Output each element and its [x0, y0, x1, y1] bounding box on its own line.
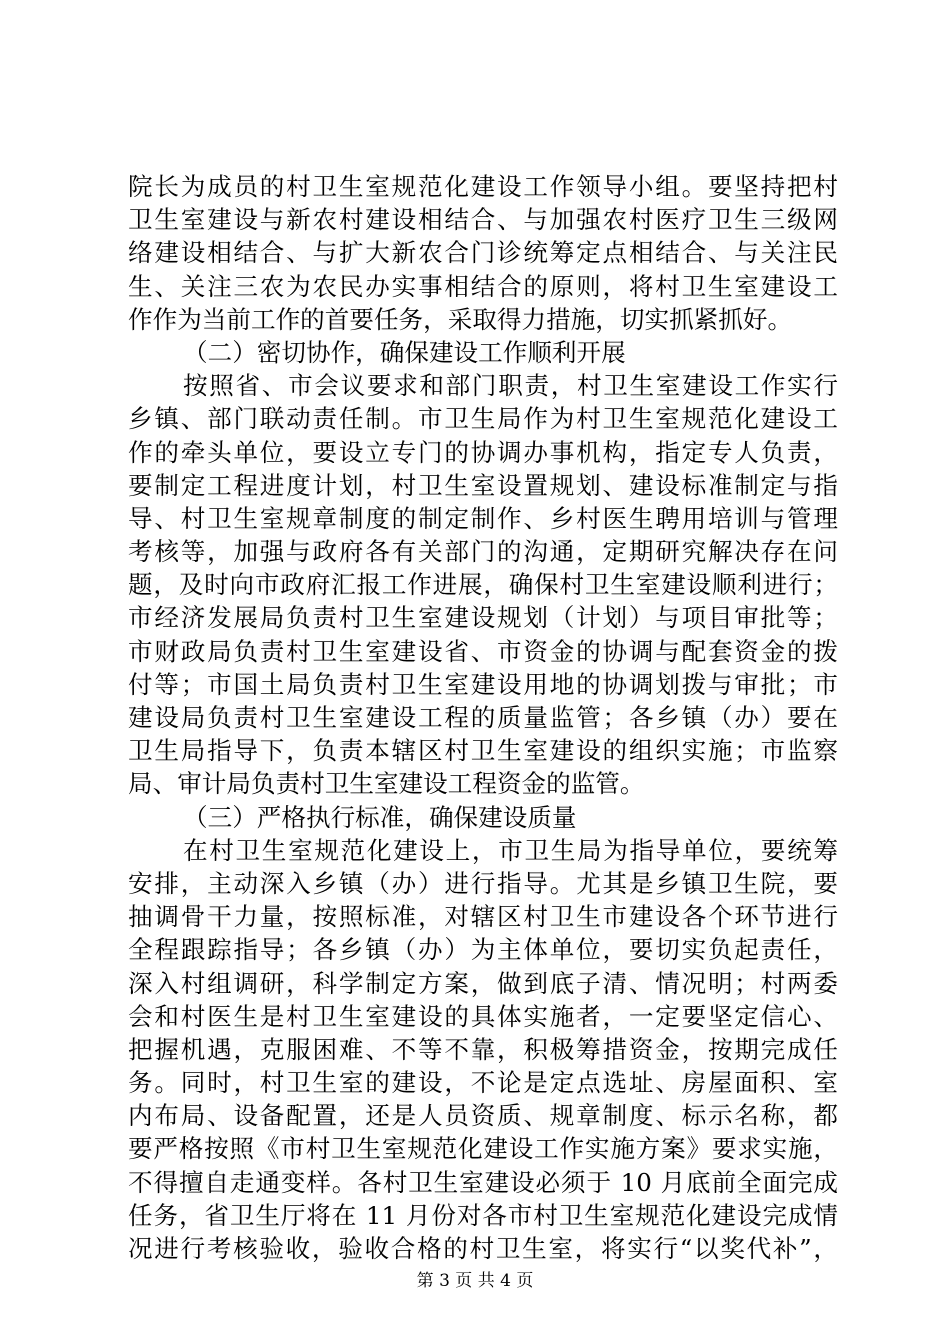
text-line: 导、村卫生室规章制度的制定制作、乡村医生聘用培训与管理 [128, 503, 838, 533]
text-line: 作的牵头单位，要设立专门的协调办事机构，指定专人负责， [128, 437, 838, 467]
text-line: 把握机遇，克服困难、不等不靠，积极筹措资金，按期完成任 [128, 1034, 838, 1064]
text-line: 卫生局指导下，负责本辖区村卫生室建设的组织实施；市监察 [128, 736, 838, 766]
text-line: 要严格按照《市村卫生室规范化建设工作实施方案》要求实施， [128, 1134, 838, 1164]
text-line: 题，及时向市政府汇报工作进展，确保村卫生室建设顺利进行； [128, 570, 838, 600]
text-line: 按照省、市会议要求和部门职责，村卫生室建设工作实行 [183, 371, 838, 401]
text-line: 考核等，加强与政府各有关部门的沟通，定期研究解决存在问 [128, 537, 838, 567]
text-line: 付等；市国土局负责村卫生室建设用地的协调划拨与审批；市 [128, 669, 838, 699]
body-text [128, 170, 838, 1265]
text-line: 在村卫生室规范化建设上，市卫生局为指导单位，要统筹 [183, 835, 838, 865]
text-line: 卫生室建设与新农村建设相结合、与加强农村医疗卫生三级网 [128, 205, 838, 235]
text-line: （三）严格执行标准，确保建设质量 [183, 802, 577, 832]
text-line: 市财政局负责村卫生室建设省、市资金的协调与配套资金的拨 [128, 636, 838, 666]
text-line: 生、关注三农为农民办实事相结合的原则，将村卫生室建设工 [128, 271, 838, 301]
text-line: 抽调骨干力量，按照标准，对辖区村卫生市建设各个环节进行 [128, 902, 838, 932]
text-line: 乡镇、部门联动责任制。市卫生局作为村卫生室规范化建设工 [128, 404, 838, 434]
text-line: 市经济发展局负责村卫生室建设规划（计划）与项目审批等； [128, 603, 838, 633]
text-line: 建设局负责村卫生室建设工程的质量监管；各乡镇（办）要在 [128, 703, 838, 732]
text-line: 不得擅自走通变样。各村卫生室建设必须于 10 月底前全面完成 [128, 1167, 838, 1197]
page-footer: 第 3 页 共 4 页 [416, 1271, 534, 1291]
text-line: 作作为当前工作的首要任务，采取得力措施，切实抓紧抓好。 [128, 304, 793, 334]
text-line: 要制定工程进度计划，村卫生室设置规划、建设标准制定与指 [128, 470, 838, 500]
text-line: 况进行考核验收，验收合格的村卫生室，将实行“以奖代补”， [128, 1234, 838, 1263]
text-line: 内布局、设备配置，还是人员资质、规章制度、标示名称，都 [128, 1101, 838, 1131]
text-line: 局、审计局负责村卫生室建设工程资金的监管。 [128, 769, 645, 799]
text-line: 络建设相结合、与扩大新农合门诊统筹定点相结合、与关注民 [128, 238, 838, 268]
text-line: 安排，主动深入乡镇（办）进行指导。尤其是乡镇卫生院，要 [128, 868, 838, 898]
text-line: 任务，省卫生厅将在 11 月份对各市村卫生室规范化建设完成情 [128, 1200, 838, 1230]
text-line: 全程跟踪指导；各乡镇（办）为主体单位，要切实负起责任， [128, 935, 838, 965]
text-line: 院长为成员的村卫生室规范化建设工作领导小组。要坚持把村 [128, 172, 838, 201]
text-line: 会和村医生是村卫生室建设的具体实施者，一定要坚定信心、 [128, 1001, 838, 1031]
text-line: 深入村组调研，科学制定方案，做到底子清、情况明；村两委 [128, 968, 838, 998]
text-line: 务。同时，村卫生室的建设，不论是定点选址、房屋面积、室 [128, 1068, 838, 1098]
text-line: （二）密切协作，确保建设工作顺利开展 [183, 337, 626, 367]
